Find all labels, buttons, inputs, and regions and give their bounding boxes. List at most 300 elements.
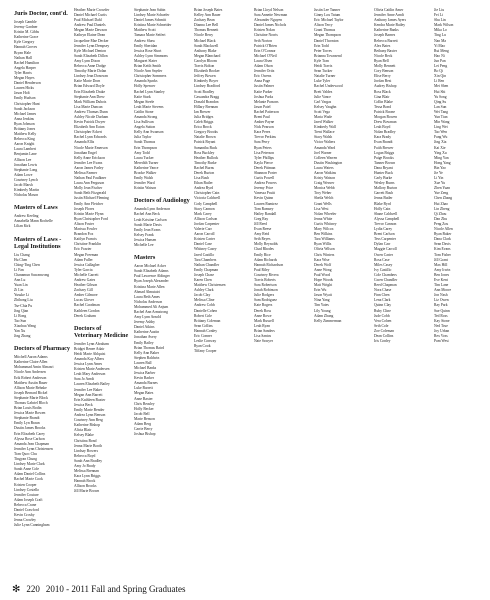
graduate-name: Courtney Rivera — [254, 272, 279, 277]
graduate-name: Kay Stone — [434, 318, 450, 323]
graduate-name: Min Wang — [434, 120, 450, 125]
graduate-name: Jon Nash — [434, 293, 448, 298]
graduate-name: Li Fan — [14, 267, 24, 272]
graduate-name: Daniel Atkins — [134, 325, 155, 330]
graduate-name: Jared Walker — [314, 120, 334, 125]
graduate-name: Hunter Buck — [374, 171, 393, 175]
graduate-name: Kathryn Elaine Dean — [74, 33, 106, 38]
graduate-name: Melissa Farmer — [74, 171, 98, 175]
graduate-name: Olivia Caitlin Amer — [374, 8, 404, 12]
graduate-name: Miles Casey — [374, 262, 393, 267]
graduate-name: Ted Ross — [434, 313, 448, 318]
graduate-name: Christopher Eckert — [74, 130, 102, 135]
graduate-name: Hillary Brennan — [194, 104, 218, 109]
graduate-name: Michelle Lee — [134, 243, 154, 248]
graduate-name: Kevin Barker — [134, 376, 154, 381]
graduate-name: Eric Frazier — [74, 247, 92, 252]
graduate-name: Nora Chase — [374, 288, 392, 293]
graduate-name: Jeffrey Bowen — [194, 74, 216, 79]
graduate-name: Anne Wong — [314, 267, 332, 272]
graduate-name: Fei Li — [434, 13, 443, 18]
graduate-name: Katherine Banks — [374, 28, 399, 33]
graduate-name: Andrea Powers — [254, 181, 277, 186]
graduate-name: Hannah Richardson — [254, 262, 284, 267]
name-column — [194, 8, 250, 578]
graduate-name: Kate Rogers — [254, 303, 273, 308]
graduate-name: Emily Chapman — [194, 267, 219, 272]
graduate-name: Erin O'Connor — [254, 48, 276, 53]
graduate-name: Lisa Santos — [254, 334, 272, 338]
graduate-name: Daniel James Nichols — [254, 23, 287, 28]
graduate-name: Peng Zou — [434, 221, 449, 226]
graduate-name: Robert Cole — [194, 313, 212, 318]
graduate-name: Amy Lynn Arnold — [134, 315, 162, 320]
graduate-name: Greg Ray — [254, 216, 269, 221]
graduate-name: Luke Tyler — [314, 79, 331, 84]
graduate-name: Andrew Shaw — [134, 38, 155, 43]
graduate-name: Matthew Austin Bauer — [14, 380, 48, 385]
graduate-name: Benjamin Lane — [14, 152, 37, 157]
graduate-name: Bryan Hale — [14, 50, 31, 55]
graduate-name: Maria Wade — [314, 114, 332, 119]
graduate-name: Lindsay Bowers — [74, 448, 99, 453]
footer-title: 2010 - 2011 Fall and Spring Graduates — [45, 584, 186, 594]
graduate-name: Brian Sanders — [254, 328, 275, 333]
graduate-name: Julia Taylor — [134, 135, 152, 140]
graduate-name: Patrick O'Brien — [254, 43, 277, 48]
graduate-name: Dylan Carr — [374, 242, 391, 247]
graduate-name: Scott Vega — [314, 109, 330, 114]
graduate-name: Tyler Harris — [14, 70, 32, 75]
graduate-name: Jennifer Lee Evans — [74, 160, 103, 165]
graduate-name: Donald Brandon — [194, 99, 219, 104]
graduate-name: Blake Byrd — [374, 201, 391, 206]
graduate-name: Lan Sun — [434, 104, 447, 109]
graduate-name: Qi Zhou — [434, 211, 447, 216]
graduate-name: Lindsey Marie Schaefer — [134, 13, 170, 18]
graduate-name: Brian Keith Smith — [134, 64, 162, 69]
graduate-name: Megan Bates — [134, 391, 154, 396]
graduate-name: Nicole Ann Andersen — [14, 370, 46, 375]
graduate-name: Li Yin — [434, 176, 444, 181]
graduate-name: Tyler Garcia — [74, 267, 93, 272]
graduate-name: Christopher Cain — [194, 191, 220, 196]
graduate-name: Nolan Bradley — [374, 130, 396, 135]
graduate-name: Amanda Ward — [314, 145, 336, 150]
graduate-name: Sarah Ann Bradley — [74, 458, 103, 463]
graduate-name: Melanie Parsons — [254, 99, 279, 104]
graduate-name: Maggie Carroll — [374, 247, 397, 252]
graduate-name: Jeremy Price — [254, 186, 274, 191]
graduate-name: Mika Lo — [434, 28, 447, 33]
graduate-name: Amy Irwin — [434, 267, 451, 272]
graduate-name: Jing Xia — [434, 140, 447, 145]
graduate-name: Caleb Briggs — [194, 120, 214, 125]
graduate-name: Tom Fisher — [434, 252, 451, 257]
name-column — [314, 8, 370, 578]
graduate-name: Stephanie Ann Drew — [74, 94, 105, 99]
graduate-name: Jeremy Gardner — [14, 25, 38, 30]
graduate-name: Meredith Turner — [134, 160, 159, 165]
graduate-name: Kevin Quinn — [254, 196, 274, 201]
graduate-name: Dana Clark — [434, 237, 451, 242]
graduate-name: Megan Freeman — [74, 252, 99, 257]
graduate-name: Sara Robertson — [254, 283, 277, 288]
graduate-name: Patrick Bryant — [194, 140, 216, 145]
graduate-name: Whitney Casey — [194, 247, 217, 252]
graduate-name: Kristin Marie Flynn — [74, 211, 104, 216]
graduate-name: Joshua Parks — [254, 94, 274, 99]
graduate-name: Paul Lawrence Aldinger — [134, 274, 170, 279]
graduate-name: Sean Tucker — [314, 69, 333, 74]
graduate-name: Emily Rice — [254, 252, 271, 257]
section-heading: Masters of Laws - Legal Institutions — [14, 235, 62, 250]
graduate-name: Paul Wood — [314, 272, 331, 277]
graduate-name: Jing Qian — [14, 308, 29, 313]
graduate-name: Nathan Paul Faulkner — [74, 176, 107, 181]
graduate-name: Laura Waters — [314, 165, 334, 170]
graduate-name: Holly Spencer — [134, 84, 156, 89]
graduate-name: Michael O'Neil — [254, 53, 277, 58]
graduate-name: Katherine Claire Allen — [14, 360, 48, 365]
graduate-name: Rachel Ann Armstrong — [134, 309, 169, 314]
graduate-name: Yun Tian — [434, 114, 448, 119]
graduate-name: Pam West — [434, 339, 449, 344]
graduate-name: Ying Xu — [434, 150, 447, 155]
graduate-name: Lily Young — [314, 308, 331, 313]
graduate-name: Zhihong Liu — [14, 298, 33, 303]
graduate-name: Xin Qin — [434, 74, 446, 79]
graduate-name: Hao Ni — [434, 53, 445, 58]
graduate-name: Ryan Willis — [314, 242, 332, 247]
graduate-name: Mallory Burton — [374, 186, 398, 191]
graduate-name: Daniel Henderson — [14, 81, 41, 86]
graduate-name: Carolyn Bloom — [194, 58, 217, 63]
graduate-name: Timothy Burke — [194, 160, 217, 165]
graduate-name: Paul Riley — [254, 267, 270, 272]
section-heading: Doctors of Pharmacy — [14, 345, 71, 353]
graduate-name: Danielle Cohen — [194, 308, 218, 313]
graduate-name: Andrew Thomas Dunn — [74, 109, 108, 114]
graduate-name: Li Ren — [434, 79, 445, 84]
graduate-name: Dean Collins — [374, 334, 394, 338]
graduate-name: Andrea Lynn Benson — [74, 413, 106, 418]
graduate-name: Tiffany Cooper — [194, 349, 217, 354]
graduate-name: Sam Rodriguez — [254, 298, 277, 303]
graduate-name: Kimberly Martin — [14, 188, 40, 193]
graduate-name: Kristen Cooper — [14, 482, 37, 487]
graduate-name: Adam Daniel Collins — [14, 472, 46, 477]
graduate-name: Ginny Lou Tatum — [314, 13, 341, 18]
graduate-name: Stephanie Jean Sabin — [134, 8, 166, 12]
graduate-name: Stephanie Marie Block — [14, 395, 48, 400]
graduate-name: Justin Michael Fleming — [74, 196, 109, 201]
graduate-name: Morgan Bowen — [374, 114, 397, 119]
graduate-name: Jason Patel — [254, 104, 271, 109]
name-columns — [14, 8, 454, 578]
graduate-name: Ned True — [434, 323, 448, 328]
graduate-name: Rebecca Boyd — [74, 453, 96, 458]
graduate-name: Lisa Peterson — [254, 150, 274, 155]
graduate-name: Grant Wells — [314, 201, 332, 206]
graduate-name: Bethany Baxter — [374, 48, 398, 53]
graduate-name: Curtis Powell — [254, 176, 275, 181]
graduate-name: Tanner Brown — [374, 160, 396, 165]
graduate-name: Joseph Flores — [74, 206, 95, 211]
graduate-name: Tom Ramsey — [254, 206, 274, 211]
graduate-name: Lauren Ball — [134, 360, 152, 365]
graduate-name: Rebecca King — [14, 137, 35, 142]
graduate-name: Eric Owens — [254, 74, 272, 79]
graduate-name: Sheila Welch — [314, 196, 334, 201]
graduate-name: Shannon Porter — [254, 171, 277, 175]
graduate-name: Erin Wu — [314, 288, 327, 293]
graduate-name: Ryan Bell — [374, 58, 389, 63]
graduate-name: Rex Voss — [434, 334, 448, 338]
graduate-name: Joel Warner — [314, 150, 332, 155]
graduate-name: Hui Shi — [434, 89, 446, 94]
graduate-name: Alexander Nguyen — [254, 18, 282, 23]
graduate-name: Stacy Cannon — [194, 206, 215, 211]
graduate-name: Lin Zheng — [434, 206, 450, 211]
graduate-name: Wesley Burns — [374, 181, 395, 186]
graduate-name: Jing Zhang — [14, 334, 31, 339]
graduate-name: Emily Sheridan — [134, 43, 158, 48]
graduate-name: Ruby Cline — [374, 308, 391, 313]
graduate-name: Kristin Watson — [134, 186, 157, 191]
graduate-name: Anthony James Ayers — [374, 18, 407, 23]
graduate-name: Tess Carpenter — [374, 237, 396, 242]
graduate-name: Jennifer Ortiz — [254, 69, 275, 74]
graduate-name: Lindsey Jean Donovan — [74, 74, 108, 79]
graduate-name: Valerie Carr — [194, 227, 212, 232]
graduate-name: Emily Bailey — [134, 340, 154, 345]
graduate-name: Michael Black — [194, 38, 216, 43]
graduate-name: Kelly Ann Swanson — [134, 130, 164, 135]
graduate-name: Ray Park — [434, 303, 448, 308]
graduate-name: Lindsey Costello — [14, 487, 40, 492]
graduate-name: Amy Lynn Dixon — [74, 58, 101, 63]
graduate-name: Curtis Whitney — [314, 221, 337, 226]
graduate-name: Lisa Sullivan — [134, 120, 154, 125]
graduate-name: Kelsey Frank — [134, 232, 154, 237]
graduate-name: Jie Liu — [434, 8, 445, 12]
graduate-name: Hannah Groves — [14, 45, 38, 50]
graduate-name: Justin Palmer — [254, 84, 274, 89]
graduate-name: Ryan Joseph Alexander — [134, 279, 169, 284]
graduate-name: Vanessa Pruitt — [254, 191, 275, 196]
graduate-name: Lisa West — [314, 206, 329, 211]
graduate-name: Anne Baxter — [134, 396, 153, 401]
graduate-name: Xiaohua Wang — [14, 323, 36, 328]
graduate-name: Tao Wen — [434, 130, 447, 135]
graduate-name: Hannah Brock — [74, 479, 96, 484]
graduate-name: Megan Hayes — [14, 76, 35, 81]
graduate-name: Hui Zhao — [434, 201, 449, 206]
graduate-name: Megan Blanchard — [194, 53, 221, 58]
graduate-name: Liz Owen — [434, 298, 449, 303]
graduate-name: Daniel James Schmitt — [134, 18, 167, 23]
graduate-name: Kyle Michael Denton — [74, 48, 106, 53]
graduate-name: Chris Winters — [314, 252, 335, 257]
graduate-name: Travis Bolton — [194, 64, 215, 69]
graduate-name: Mei Shen — [434, 84, 449, 89]
graduate-name: Ting Lu — [434, 33, 446, 38]
graduate-name: Hu Chen — [14, 257, 28, 262]
graduate-name: Mitchell Aaron Adams — [14, 355, 48, 360]
graduate-name: Alison Foster — [74, 221, 94, 226]
graduate-name: Derek Burton — [194, 171, 215, 175]
graduate-name: Cory Benson — [374, 69, 394, 74]
graduate-name: Lauren Hicks — [14, 86, 34, 91]
graduate-name: Rui Meng — [434, 48, 449, 53]
graduate-name: Kim Evans — [434, 247, 451, 252]
graduate-name: Daniel Case — [194, 242, 212, 247]
graduate-name: Trent Wallace — [314, 130, 335, 135]
graduate-name: Laura Tucker — [134, 155, 154, 160]
graduate-name: Kendra Marie Bailey — [374, 23, 406, 28]
graduate-name: Erin Elizabeth Drake — [74, 89, 106, 94]
graduate-name: Emily Hudson — [14, 96, 36, 101]
graduate-name: Carrie Berry — [134, 427, 153, 432]
graduate-name: Stephanie Long — [14, 167, 38, 172]
graduate-name: Lei Peng — [434, 64, 448, 69]
name-column — [134, 8, 190, 578]
graduate-name: Katie Stark — [134, 94, 151, 99]
graduate-name: Joy Urban — [434, 328, 450, 333]
graduate-name: Katherine Austin — [134, 330, 160, 335]
graduate-name: Troy Weber — [314, 191, 332, 196]
graduate-name: Karen Chen — [194, 277, 212, 282]
graduate-name: Tingyan Chung — [14, 457, 37, 462]
graduate-name: Logan Briggs — [374, 150, 395, 155]
graduate-name: Cody Campbell — [194, 201, 218, 206]
graduate-name: Jessica Lynn Ames — [74, 362, 103, 367]
graduate-name: Rachel Burns — [194, 165, 214, 170]
graduate-name: Dana Bryant — [374, 165, 393, 170]
graduate-name: Ann Lu — [14, 278, 26, 283]
graduate-name: Jessica Rose Short — [134, 48, 162, 53]
graduate-name: Leah Boyd — [374, 125, 391, 130]
graduate-name: Julie Rodgers — [254, 293, 275, 298]
graduate-name: Katherine Grace — [14, 35, 39, 40]
graduate-name: Sean Collins — [194, 323, 213, 328]
graduate-name: Chris Beasley — [134, 401, 155, 406]
graduate-name: Daniel Crawford — [14, 507, 39, 512]
graduate-name: Yu Song — [434, 94, 447, 99]
graduate-name: Katie Parker — [254, 89, 273, 94]
section-heading: Doctors of Audiology — [134, 197, 190, 205]
graduate-name: Yue Zeng — [434, 191, 449, 196]
graduate-name: Jennifer Lynn Christensen — [14, 446, 53, 451]
graduate-name: Allison Lee — [14, 157, 32, 162]
seal-icon: ✻ — [12, 583, 21, 595]
graduate-name: Owen Carter — [374, 252, 393, 257]
graduate-name: Tse-Chia Pu — [14, 303, 33, 308]
graduate-name: Monica Webb — [314, 186, 335, 191]
graduate-name: Katie Marie Dorn — [74, 79, 101, 84]
graduate-name: Kevin Patrick Dwyer — [74, 120, 106, 125]
graduate-name: Laura Lambert — [14, 147, 37, 152]
graduate-name: Adam Olson — [254, 64, 273, 69]
graduate-name: Marie Benson — [134, 416, 155, 421]
name-column — [434, 8, 490, 578]
graduate-name: Ryan Johnson — [14, 121, 35, 126]
graduate-name: Courtney Ann Berg — [74, 418, 103, 423]
graduate-name: Allison Brooks — [74, 484, 97, 489]
graduate-name: Rebecca Crane — [14, 502, 37, 507]
graduate-name: Luke Barrett — [134, 386, 153, 391]
graduate-name: Hope Woods — [314, 277, 333, 282]
graduate-name: Aaron Knight — [14, 142, 35, 147]
graduate-name: Alyssa Rose Carlson — [14, 436, 45, 441]
graduate-name: Nan Ma — [434, 38, 446, 43]
graduate-name: Ethan Butler — [194, 181, 213, 186]
graduate-name: Sarah Elizabeth Adams — [134, 269, 169, 274]
graduate-name: Jessica Gallagher — [74, 262, 100, 267]
graduate-name: Ryan Christopher Ford — [74, 216, 108, 221]
graduate-name: Andrew Cobb — [194, 303, 215, 308]
graduate-name: Seth Cole — [374, 323, 389, 328]
graduate-name: Megan Steele — [134, 99, 155, 104]
graduate-name: Ian Brewer — [194, 109, 211, 114]
graduate-name: Sarah Marie Davis — [134, 222, 162, 227]
graduate-name: Leah Mary Anderson — [74, 372, 106, 377]
page-number: 220 — [26, 584, 40, 594]
graduate-name: Alex Bates — [374, 43, 391, 48]
graduate-name: Elise Berry — [374, 74, 391, 79]
graduate-name: Yan Xu — [14, 328, 26, 333]
graduate-name: Amy Todd — [134, 150, 150, 155]
graduate-name: Nicole Allen — [434, 227, 453, 232]
graduate-name: Amanda Lynn Anderson — [134, 207, 171, 212]
graduate-name: Aaron Michael Acker — [134, 264, 166, 269]
graduate-name: Eric Conner — [194, 334, 212, 338]
graduate-name: Adam Fuller — [74, 257, 93, 262]
graduate-name: Ryan Peters — [254, 145, 272, 150]
graduate-name: Hong Yang — [434, 160, 451, 165]
graduate-name: Chad Rhodes — [254, 247, 274, 252]
graduate-name: Kelly Ann Baker — [134, 350, 159, 355]
graduate-name: Jill Reed — [254, 221, 268, 226]
graduate-name: Derek Wolf — [314, 262, 332, 267]
graduate-name: Evan Reese — [254, 227, 272, 232]
graduate-name: Gregory Brooks — [194, 130, 218, 135]
graduate-name: Aaron James Farley — [74, 165, 104, 170]
graduate-name: Nicholas Anderson — [134, 299, 163, 304]
graduate-name: Max Hill — [434, 262, 448, 267]
graduate-name: Rachel Hamilton — [14, 60, 40, 65]
graduate-name: Thomas Gabriel Bloch — [14, 401, 48, 405]
graduate-name: Megan Thompson — [314, 33, 341, 38]
graduate-name: Andrew Paul Daniels — [74, 23, 106, 28]
graduate-name: Jason Holt — [14, 91, 30, 96]
graduate-name: Brooke Walker — [134, 171, 157, 175]
graduate-name: Emily Marie Bender — [74, 407, 105, 412]
graduate-name: Jennifer Lynn Abraham — [74, 341, 109, 346]
graduate-name: Jason Wyatt — [314, 293, 332, 298]
graduate-name: Jenna Marie Booth — [74, 443, 103, 448]
graduate-name: Victoria Caldwell — [194, 196, 221, 201]
graduate-name: Rachel Lynn Edwards — [74, 135, 107, 140]
graduate-name: Andrew Keeling — [14, 214, 39, 219]
graduate-name: Rachel Underwood — [314, 84, 343, 89]
graduate-name: Bridget Renee Adair — [74, 346, 105, 351]
graduate-name: Emily Lyn Braun — [14, 421, 40, 426]
graduate-name: Mohammad Amin Almasri — [14, 365, 54, 370]
graduate-name: Brian Thomas Baird — [134, 345, 165, 350]
graduate-name: Ross Buckley — [194, 150, 215, 155]
